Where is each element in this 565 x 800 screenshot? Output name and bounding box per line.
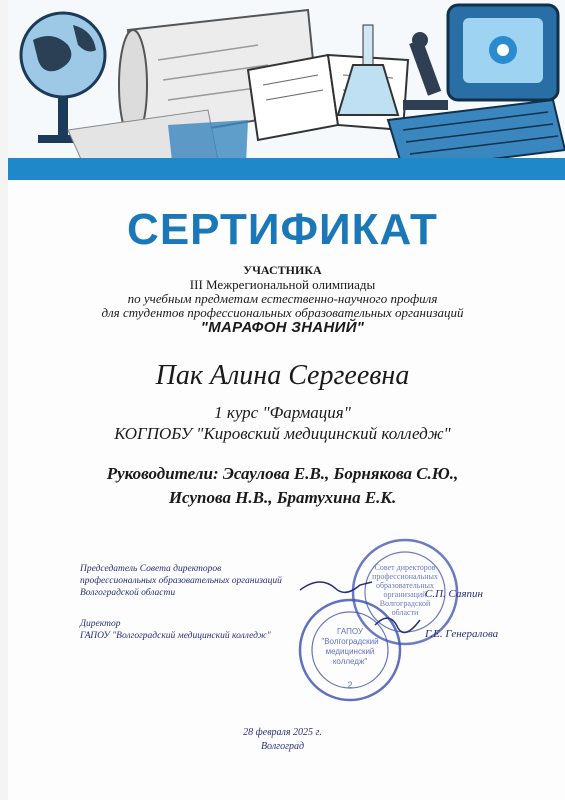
- council-stamp-text-4: организаций: [383, 590, 427, 599]
- olympiad-line-3: для студентов профессиональных образовательных организаций: [101, 305, 464, 320]
- recipient-college: КОГПОБУ "Кировский медицинский колледж": [114, 424, 451, 443]
- signatory-2-role-line-2: ГАПОУ "Волгоградский медицинский колледж": [80, 631, 271, 641]
- signatory-2-role-line-1: Директор: [80, 619, 121, 629]
- participant-label: УЧАСТНИКА: [243, 263, 322, 277]
- supervisors-line-1: Руководители: Эсаулова Е.В., Борнякова С.Ю.,: [106, 464, 459, 483]
- college-stamp-number: 2: [347, 680, 353, 690]
- signatory-1-role-line-2: профессиональных образовательных организаций: [80, 576, 282, 586]
- olympiad-name: "МАРАФОН ЗНАНИЙ": [200, 319, 365, 336]
- olympiad-line-2: по учебным предметам естественно-научного профиля: [127, 291, 438, 306]
- issue-date: 28 февраля 2025 г.: [243, 727, 322, 738]
- header-blue-band: [8, 150, 565, 180]
- signature-1: [300, 582, 372, 592]
- signatory-2-name: Г.Е. Генералова: [425, 628, 499, 640]
- issue-city: Волгоград: [260, 741, 305, 752]
- council-stamp-text-3: образовательных: [375, 581, 435, 590]
- certificate-title: СЕРТИФИКАТ: [127, 205, 438, 254]
- signatory-1-role-line-3: Волгоградской области: [80, 588, 176, 598]
- signatory-1-role: [80, 563, 282, 599]
- college-stamp-text-3: медицинский: [325, 647, 375, 656]
- college-stamp-text-4: колледж": [332, 657, 368, 666]
- council-stamp-text-5: Волгоградской: [379, 599, 431, 608]
- council-stamp-text-2: профессиональных: [372, 572, 438, 581]
- supervisors-line-2: Исупова Н.В., Братухина Е.К.: [168, 488, 397, 507]
- college-stamp-text-1: ГАПОУ: [337, 627, 363, 636]
- header-illustration: [8, 0, 565, 175]
- signatory-1-name: С.П. Саяпин: [425, 588, 484, 600]
- council-stamp-text-6: области: [391, 608, 419, 617]
- page-edge: [0, 0, 8, 800]
- signatory-1-role-line-1: Председатель Совета директоров: [80, 564, 222, 574]
- council-stamp-text-1: Совет директоров: [374, 563, 436, 572]
- college-stamp: [300, 600, 400, 700]
- signature-2: [375, 618, 420, 632]
- olympiad-line-1: III Межрегиональной олимпиады: [189, 277, 376, 292]
- recipient-name: Пак Алина Сергеевна: [155, 360, 410, 391]
- recipient-course: 1 курс "Фармация": [214, 403, 351, 422]
- college-stamp-text-2: "Волгоградский: [321, 637, 379, 646]
- signatory-2-role: [80, 618, 271, 642]
